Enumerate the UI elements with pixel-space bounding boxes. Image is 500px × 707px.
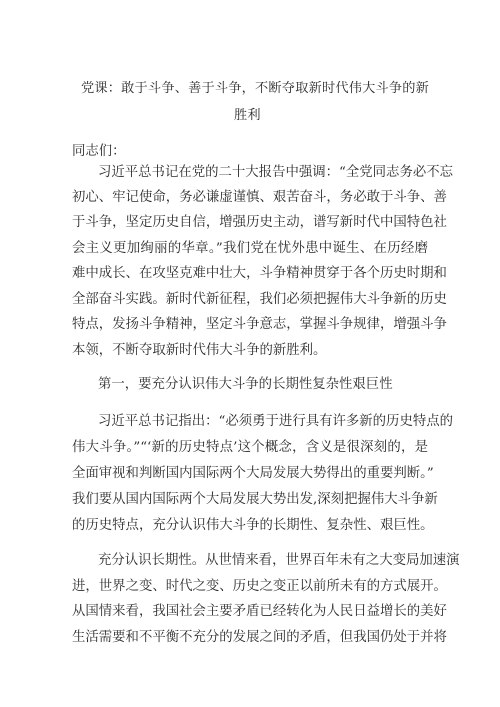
document-title-line-2: 胜利 [234, 108, 261, 123]
paragraph-3-line: 充分认识长期性。从世情来看，世界百年未有之大变局加速演 [98, 553, 460, 568]
paragraph-1-line: 于斗争，坚定历史自信，增强历史主动，谱写新时代中国特色社 [72, 215, 447, 230]
document-title-line-1: 党课：敢于斗争、善于斗争，不断夺取新时代伟大斗争的新 [81, 81, 430, 96]
paragraph-1-line: 特点，发扬斗争精神，坚定斗争意志，掌握斗争规律，增强斗争 [72, 317, 447, 332]
salutation: 同志们： [72, 144, 126, 159]
paragraph-1-line: 本领，不断夺取新时代伟大斗争的新胜利。 [72, 343, 327, 358]
paragraph-1-line: 全部奋斗实践。新时代新征程，我们必须把握伟大斗争新的历史 [72, 292, 447, 307]
paragraph-1-line: 会主义更加绚丽的华章。”我们党在忧外患中诞生、在历经磨 [72, 241, 428, 256]
paragraph-1-line: 初心、牢记使命，务必谦虚谨慎、艰苦奋斗，务必敢于斗争、善 [72, 190, 447, 205]
paragraph-2-line: 的历史特点，充分认识伟大斗争的长期性、复杂性、艰巨性。 [72, 518, 434, 533]
section-heading-1: 第一，要充分认识伟大斗争的长期性复杂性艰巨性 [98, 377, 393, 392]
paragraph-2-line: 我们要从国内国际两个大局发展大势出发,深刻把握伟大斗争新 [72, 492, 438, 507]
paragraph-3-line: 进，世界之变、时代之变、历史之变正以前所未有的方式展开。 [72, 579, 447, 594]
paragraph-1-line: 习近平总书记在党的二十大报告中强调：“全党同志务必不忘 [98, 165, 453, 180]
paragraph-2-line: 习近平总书记指出：“必须勇于进行具有许多新的历史特点的 [98, 414, 453, 429]
paragraph-2-line: 全面审视和判断国内国际两个大局发展大势得出的重要判断。” [72, 466, 434, 481]
paragraph-3-line: 从国情来看，我国社会主要矛盾已经转化为人民日益增长的美好 [72, 604, 447, 619]
paragraph-2-line: 伟大斗争。”“‘新的历史特点’这个概念，含义是很深刻的，是 [72, 440, 428, 455]
paragraph-1-line: 难中成长、在攻坚克难中壮大，斗争精神贯穿于各个历史时期和 [72, 266, 447, 281]
paragraph-3-line: 生活需要和不平衡不充分的发展之间的矛盾，但我国仍处于并将 [72, 630, 447, 645]
